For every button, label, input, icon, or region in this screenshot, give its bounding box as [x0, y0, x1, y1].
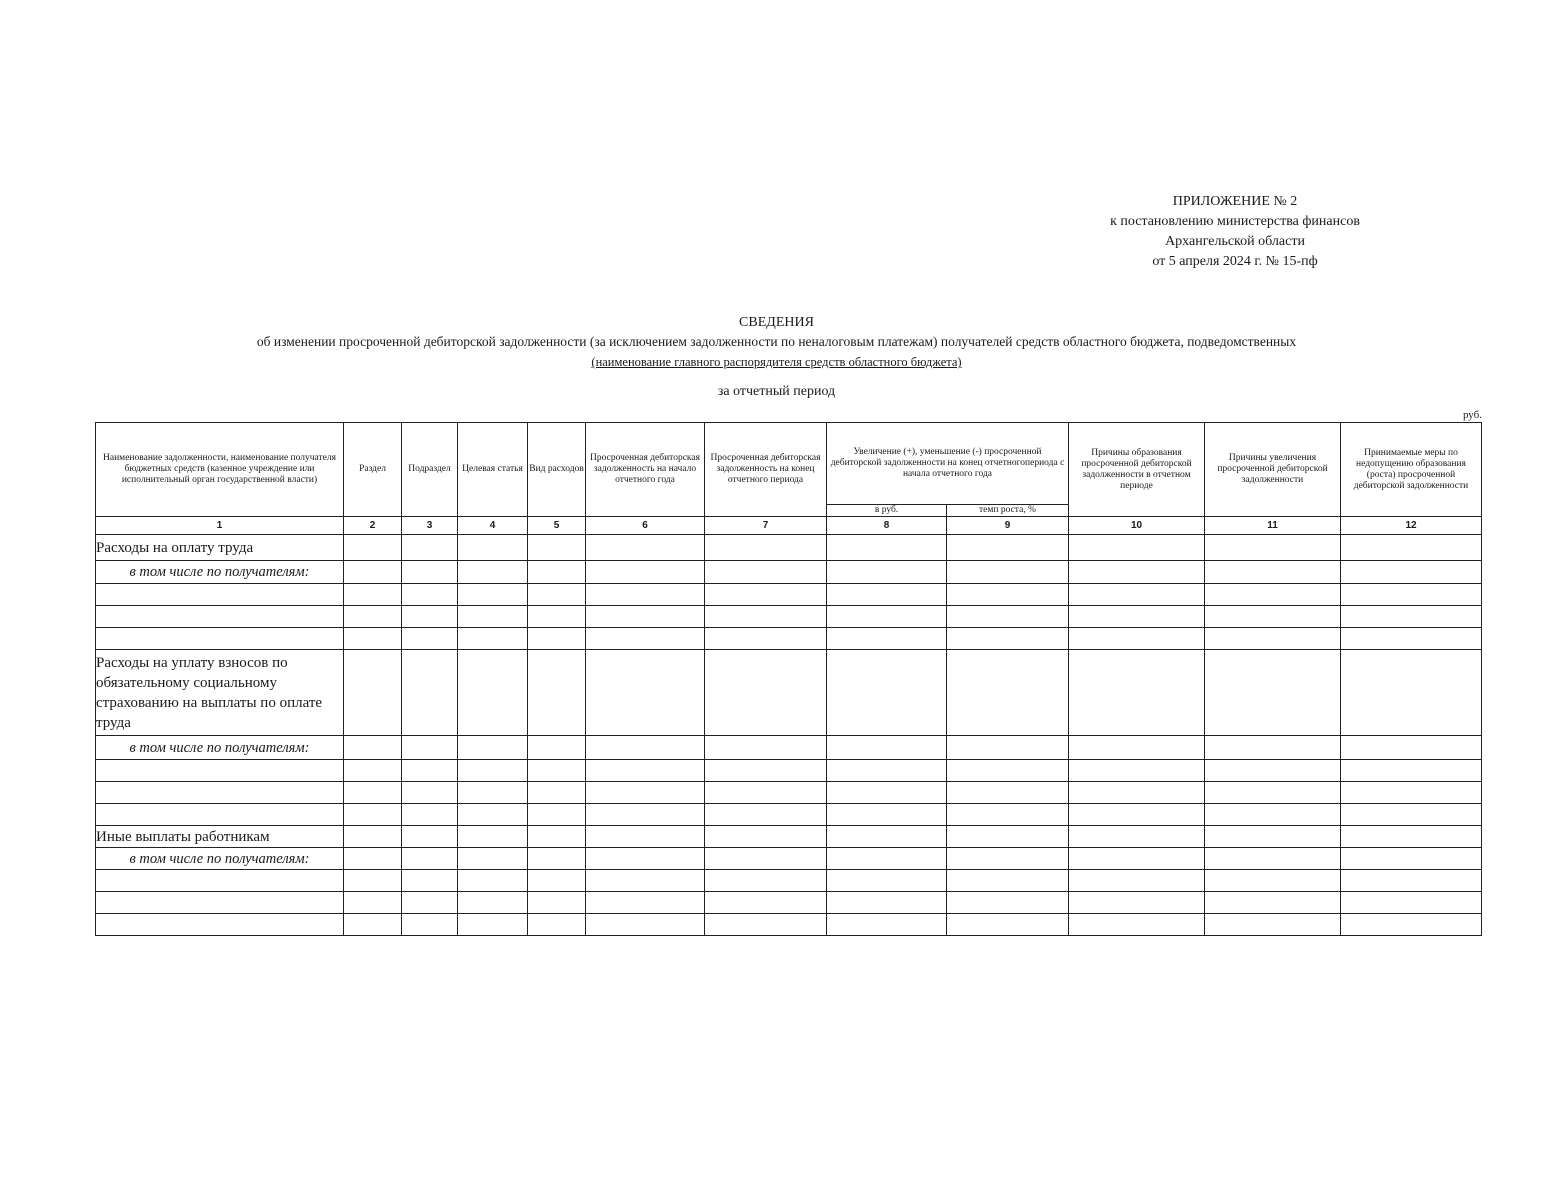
col-number: 3 [402, 517, 458, 535]
col-number: 9 [947, 517, 1069, 535]
row-sublabel-recipients: в том числе по получателям: [96, 848, 344, 870]
table-row [96, 584, 1482, 606]
owner-caption-text: (наименование главного распорядителя средств областного бюджета) [591, 355, 962, 369]
col-number: 12 [1341, 517, 1482, 535]
appendix-date: от 5 апреля 2024 г. № 15-пф [1152, 254, 1318, 269]
header-col-11: Причины увеличения просроченной дебиторской задолженности [1205, 423, 1341, 517]
col-number: 2 [344, 517, 402, 535]
col-number: 10 [1069, 517, 1205, 535]
table-row [96, 760, 1482, 782]
currency-unit: руб. [1462, 409, 1482, 421]
document-title: СВЕДЕНИЯ [739, 315, 814, 330]
col-number: 11 [1205, 517, 1341, 535]
owner-caption [0, 353, 1553, 371]
table-row [96, 870, 1482, 892]
table-row [96, 736, 1482, 760]
col-number: 1 [96, 517, 344, 535]
header-col-4: Целевая статья [458, 423, 528, 517]
appendix-number: ПРИЛОЖЕНИЕ № 2 [1172, 194, 1298, 209]
document-subtitle: об изменении просроченной дебиторской задолженности (за исключением задолженности по неналоговым платежам) получателей средств областного бюджета, подведомственных [256, 334, 1297, 349]
appendix-block [1070, 192, 1400, 272]
col-number: 4 [458, 517, 528, 535]
appendix-region: Архангельской области [1165, 234, 1305, 249]
col-number: 7 [705, 517, 827, 535]
table-row [96, 826, 1482, 848]
header-col-6: Просроченная дебиторская задолженность на начало отчетного года [586, 423, 705, 517]
table-row [96, 606, 1482, 628]
table-row [96, 804, 1482, 826]
col-number: 6 [586, 517, 705, 535]
table-row [96, 892, 1482, 914]
table-row [96, 848, 1482, 870]
report-table [95, 422, 1482, 936]
row-sublabel-recipients: в том числе по получателям: [96, 736, 344, 760]
header-col-12: Принимаемые меры по недопущению образования (роста) просроченной дебиторской задолженности [1341, 423, 1482, 517]
header-col-8-9: Увеличение (+), уменьшение (-) просроченной дебиторской задолженности на конец отчетногопериода с начала отчетного года [827, 423, 1069, 505]
table-row [96, 535, 1482, 561]
row-sublabel-recipients: в том числе по получателям: [96, 561, 344, 584]
row-label-wages: Расходы на оплату труда [96, 535, 344, 561]
table-row [96, 561, 1482, 584]
header-col-10: Причины образования просроченной дебиторской задолженности в отчетном периоде [1069, 423, 1205, 517]
header-row [96, 423, 1482, 505]
col-number: 8 [827, 517, 947, 535]
header-col-1: Наименование задолженности, наименование получателя бюджетных средств (казенное учреждение или исполнительный орган государственной власти) [96, 423, 344, 517]
header-col-7: Просроченная дебиторская задолженность на конец отчетного периода [705, 423, 827, 517]
row-label-other-payments: Иные выплаты работникам [96, 826, 344, 848]
report-period: за отчетный период [717, 384, 836, 399]
column-numbers-row [96, 517, 1482, 535]
table-row [96, 914, 1482, 936]
header-col-2: Раздел [344, 423, 402, 517]
table-row [96, 628, 1482, 650]
table-row [96, 782, 1482, 804]
appendix-decree: к постановлению министерства финансов [1110, 214, 1360, 229]
header-col-3: Подраздел [402, 423, 458, 517]
header-col-9: темп роста, % [947, 505, 1069, 517]
header-col-5: Вид расходов [528, 423, 586, 517]
header-col-8: в руб. [827, 505, 947, 517]
col-number: 5 [528, 517, 586, 535]
row-label-insurance: Расходы на уплату взносов по обязательному социальному страхованию на выплаты по оплате труда [96, 650, 344, 736]
table-row [96, 650, 1482, 736]
